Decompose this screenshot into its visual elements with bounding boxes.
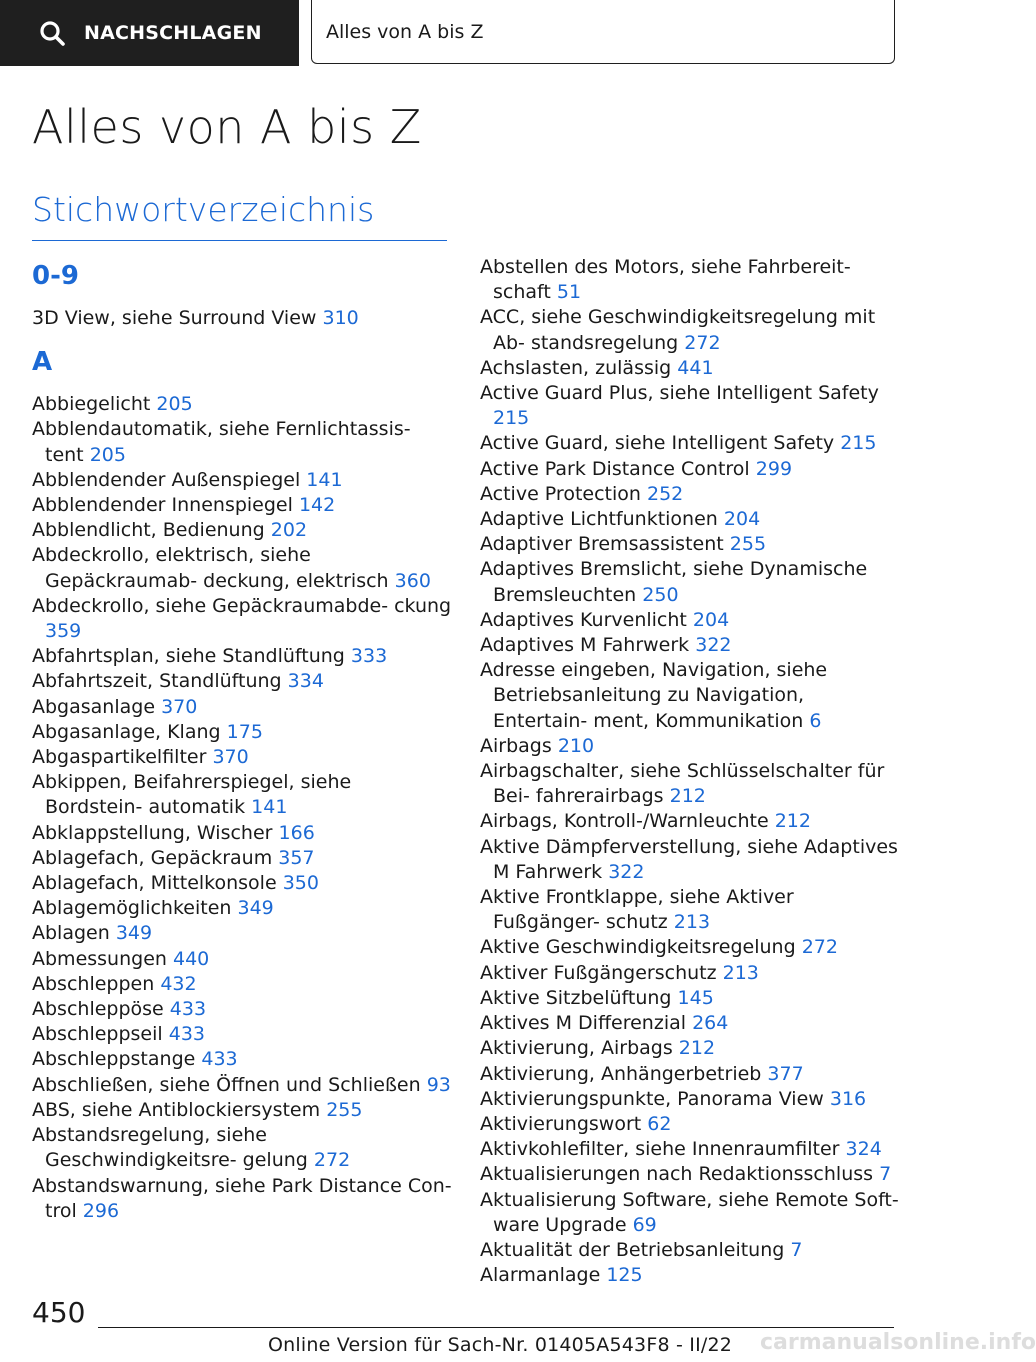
index-entry <box>480 1011 900 1036</box>
index-entry-text: Aktivierungswort <box>480 1112 642 1135</box>
index-entry-text: Abgaspartikelfilter <box>32 746 207 769</box>
index-entry-text: Adaptive Lichtfunktionen <box>480 508 718 531</box>
section-heading-a: A <box>32 347 53 378</box>
index-entry-page-link[interactable]: 141 <box>306 468 343 491</box>
index-entry-page-link[interactable]: 324 <box>845 1138 882 1161</box>
index-entry-text: Abmessungen <box>32 947 167 970</box>
index-entry-page-link[interactable]: 175 <box>226 720 263 743</box>
index-entry-page-link[interactable]: 255 <box>326 1098 363 1121</box>
index-entry <box>32 972 452 997</box>
index-entry-text: Ablagemöglichkeiten <box>32 897 232 920</box>
index-entry <box>32 306 452 331</box>
footer-divider <box>98 1327 894 1328</box>
index-entry <box>480 835 900 885</box>
index-entry-text: Abfahrtszeit, Standlüftung <box>32 670 282 693</box>
index-entry <box>480 255 900 305</box>
index-entry-text: Aktivierung, Airbags <box>480 1037 673 1060</box>
index-entry-page-link[interactable]: 255 <box>729 533 767 556</box>
index-entry-text: Active Protection <box>480 482 641 505</box>
index-entry <box>480 381 900 431</box>
index-entry <box>32 720 452 745</box>
index-entry <box>480 356 900 381</box>
index-entry-text: Aktive Dämpferverstellung, siehe Adaptives M Fahrwerk <box>480 835 898 883</box>
index-entry <box>32 821 452 846</box>
index-entry-page-link[interactable]: 202 <box>270 519 308 542</box>
index-entry <box>32 921 452 946</box>
index-entry-page-link[interactable]: 322 <box>695 634 732 657</box>
index-entry <box>480 885 900 935</box>
index-entry-page-link[interactable]: 433 <box>201 1048 238 1071</box>
index-column-right <box>480 255 900 1288</box>
index-entry-page-link[interactable]: 212 <box>678 1037 716 1060</box>
watermark-logo: carmanualsonline.info <box>760 1330 1036 1355</box>
index-entry <box>32 1123 452 1173</box>
index-entry <box>32 846 452 871</box>
index-entry-text: Aktive Sitzbelüftung <box>480 986 672 1009</box>
index-entry-page-link[interactable]: 62 <box>647 1112 672 1135</box>
index-entry <box>480 1036 900 1061</box>
index-entry-text: Aktivierungspunkte, Panorama View <box>480 1087 824 1110</box>
index-entry-text: Abbiegelicht <box>32 393 151 416</box>
index-entry-text: Airbags, Kontroll-/Warnleuchte <box>480 810 769 833</box>
index-entry <box>32 493 452 518</box>
index-entry-text: Abblendautomatik, siehe Fernlichtassis- tent <box>32 418 411 466</box>
index-entry <box>32 543 452 593</box>
index-entry <box>480 809 900 834</box>
index-entry-text: Active Park Distance Control <box>480 457 750 480</box>
index-entry-text: Ablagen <box>32 922 110 945</box>
index-entry-text: Aktive Geschwindigkeitsregelung <box>480 936 796 959</box>
entry-list-right <box>480 255 900 1288</box>
index-entry <box>480 1188 900 1238</box>
index-entry <box>32 1174 452 1224</box>
index-entry-text: Abschleppseil <box>32 1023 163 1046</box>
index-entry <box>32 1047 452 1072</box>
index-entry-page-link[interactable]: 250 <box>642 583 679 606</box>
index-entry-page-link[interactable]: 349 <box>115 922 153 945</box>
index-entry-text: Airbagschalter, siehe Schlüsselschalter für Bei- fahrerairbags <box>480 760 885 808</box>
index-entry-text: Abschleppöse <box>32 998 164 1021</box>
index-entry-page-link[interactable]: 370 <box>161 695 198 718</box>
index-entry-page-link[interactable]: 359 <box>45 620 82 643</box>
index-entry-text: Adresse eingeben, Navigation, siehe Betriebsanleitung zu Navigation, Entertain- ment, Kommunikation <box>480 659 828 732</box>
index-entry <box>32 1073 452 1098</box>
index-entry-page-link[interactable]: 316 <box>829 1087 867 1110</box>
index-entry-text: Abdeckrollo, siehe Gepäckraumabde- ckung <box>32 594 452 617</box>
index-entry-page-link[interactable]: 212 <box>669 785 706 808</box>
index-entry-page-link[interactable]: 370 <box>212 746 249 769</box>
index-entry-page-link[interactable]: 204 <box>692 608 730 631</box>
index-entry-page-link[interactable]: 360 <box>394 569 431 592</box>
index-entry <box>480 305 900 355</box>
index-entry <box>32 871 452 896</box>
index-entry-text: Abschleppen <box>32 972 155 995</box>
index-entry-page-link[interactable]: 142 <box>298 494 336 517</box>
index-entry-page-link[interactable]: 213 <box>722 961 759 984</box>
index-entry-text: 3D View, siehe Surround View <box>32 307 317 329</box>
index-entry-text: Abblendender Außenspiegel <box>32 468 301 491</box>
tab-alles-von-a-bis-z[interactable] <box>311 0 895 64</box>
index-entry-page-link[interactable]: 272 <box>684 331 721 354</box>
index-entry-page-link[interactable]: 264 <box>692 1012 729 1035</box>
index-entry-page-link[interactable]: 213 <box>673 911 711 934</box>
index-entry-text: Aktives M Differenzial <box>480 1012 687 1035</box>
index-entry-page-link[interactable]: 204 <box>723 508 761 531</box>
index-entry <box>480 608 900 633</box>
index-entry-page-link[interactable]: 215 <box>493 407 530 430</box>
index-entry-text: Abfahrtsplan, siehe Standlüftung <box>32 645 345 668</box>
index-entry <box>480 1238 900 1263</box>
index-entry-page-link[interactable]: 334 <box>287 670 324 693</box>
index-entry-page-link[interactable]: 296 <box>82 1199 120 1222</box>
index-entry-page-link[interactable]: 350 <box>282 872 319 895</box>
entry-list-0-9 <box>32 306 452 331</box>
index-entry-page-link[interactable]: 145 <box>677 986 714 1009</box>
index-entry <box>480 935 900 960</box>
index-entry-text: Ablagefach, Gepäckraum <box>32 846 273 869</box>
index-entry-text: Aktualisierung Software, siehe Remote Soft- ware Upgrade <box>480 1188 899 1236</box>
index-entry-page-link[interactable]: 432 <box>160 972 197 995</box>
search-tab-label: NACHSCHLAGEN <box>84 22 262 44</box>
index-entry-page-link[interactable]: 333 <box>350 645 388 668</box>
index-entry <box>32 896 452 921</box>
index-entry-page-link[interactable]: 433 <box>169 998 207 1021</box>
index-entry <box>32 468 452 493</box>
index-entry-text: Abkippen, Beifahrerspiegel, siehe Bordstein- automatik <box>32 771 352 819</box>
index-entry-page-link[interactable]: 441 <box>677 356 714 379</box>
index-entry-page-link[interactable]: 377 <box>767 1062 804 1085</box>
index-entry <box>480 507 900 532</box>
index-entry-page-link[interactable]: 7 <box>790 1238 803 1261</box>
index-entry <box>32 695 452 720</box>
index-entry-page-link[interactable]: 141 <box>251 796 288 819</box>
index-entry-text: Abklappstellung, Wischer <box>32 821 273 844</box>
index-entry-text: Abblendender Innenspiegel <box>32 494 293 517</box>
index-entry <box>480 532 900 557</box>
index-entry <box>480 759 900 809</box>
index-entry-text: Active Guard, siehe Intelligent Safety <box>480 432 835 455</box>
index-entry-text: Adaptives M Fahrwerk <box>480 634 690 657</box>
index-entry-text: Abdeckrollo, elektrisch, siehe Gepäckraumab- deckung, elektrisch <box>32 544 389 592</box>
index-entry <box>32 745 452 770</box>
index-entry <box>480 986 900 1011</box>
index-entry <box>32 997 452 1022</box>
index-entry-text: Abgasanlage <box>32 695 156 718</box>
index-entry-text: Aktualisierungen nach Redaktionsschluss <box>480 1163 874 1186</box>
index-entry-page-link[interactable]: 125 <box>606 1264 643 1287</box>
index-entry <box>480 1263 900 1288</box>
search-tab[interactable] <box>0 0 299 66</box>
index-entry-page-link[interactable]: 93 <box>426 1073 451 1096</box>
index-entry-text: Adaptiver Bremsassistent <box>480 533 724 556</box>
index-entry-text: Abstandsregelung, siehe Geschwindigkeitsre- gelung <box>32 1124 308 1172</box>
index-entry-page-link[interactable]: 357 <box>278 846 315 869</box>
index-entry-page-link[interactable]: 310 <box>322 307 359 329</box>
index-entry-text: Active Guard Plus, siehe Intelligent Safety <box>480 382 879 405</box>
index-entry <box>480 1112 900 1137</box>
index-entry-text: Alarmanlage <box>480 1264 601 1287</box>
index-entry-text: Abstandswarnung, siehe Park Distance Con- trol <box>32 1174 452 1222</box>
index-entry-page-link[interactable]: 440 <box>172 947 210 970</box>
index-entry-text: Aktivierung, Anhängerbetrieb <box>480 1062 762 1085</box>
index-entry-text: ABS, siehe Antiblockiersystem <box>32 1098 321 1121</box>
index-entry-page-link[interactable]: 215 <box>840 432 877 455</box>
index-entry-page-link[interactable]: 433 <box>168 1023 205 1046</box>
index-entry <box>480 482 900 507</box>
index-entry-page-link[interactable]: 252 <box>646 482 684 505</box>
index-column-left <box>32 255 452 1224</box>
page-number: 450 <box>32 1296 86 1329</box>
page-title: Alles von A bis Z <box>32 100 422 154</box>
index-entry <box>480 633 900 658</box>
top-navigation <box>0 0 960 66</box>
index-entry <box>32 1022 452 1047</box>
index-entry <box>480 557 900 607</box>
entry-list-a <box>32 392 452 1224</box>
index-entry-text: Abgasanlage, Klang <box>32 720 221 743</box>
index-entry <box>480 457 900 482</box>
section-heading-0-9: 0-9 <box>32 261 79 291</box>
index-entry-page-link[interactable]: 205 <box>89 443 126 466</box>
index-entry <box>480 1137 900 1162</box>
index-entry <box>32 947 452 972</box>
index-entry-text: Abschleppstange <box>32 1048 196 1071</box>
index-entry-text: Ablagefach, Mittelkonsole <box>32 872 277 895</box>
search-icon <box>38 19 66 47</box>
index-entry <box>32 594 452 644</box>
index-entry-text: ACC, siehe Geschwindigkeitsregelung mit Ab- standsregelung <box>480 306 876 354</box>
index-entry-page-link[interactable]: 51 <box>556 281 582 304</box>
index-entry-text: Achslasten, zulässig <box>480 356 672 379</box>
index-entry-page-link[interactable]: 299 <box>755 457 793 480</box>
index-entry-page-link[interactable]: 272 <box>313 1149 351 1172</box>
index-entry-page-link[interactable]: 166 <box>278 821 315 844</box>
subtitle-underline <box>32 240 447 241</box>
footer-online-version: Online Version für Sach-Nr. 01405A543F8 - II/22 <box>268 1334 733 1356</box>
index-entry <box>32 1098 452 1123</box>
index-entry <box>32 392 452 417</box>
index-entry-text: Abblendlicht, Bedienung <box>32 519 265 542</box>
index-entry <box>480 1162 900 1187</box>
index-entry-text: Abstellen des Motors, siehe Fahrbereit- schaft <box>480 256 851 304</box>
index-entry <box>480 658 900 734</box>
index-entry-page-link[interactable]: 322 <box>608 860 645 883</box>
current-tab-label: Alles von A bis Z <box>326 20 484 43</box>
index-entry-text: Adaptives Kurvenlicht <box>480 608 687 631</box>
index-entry-text: Airbags <box>480 734 552 757</box>
index-entry <box>480 961 900 986</box>
index-entry-page-link[interactable]: 212 <box>774 810 811 833</box>
index-entry <box>480 1062 900 1087</box>
index-entry-page-link[interactable]: 205 <box>156 393 193 416</box>
index-entry-page-link[interactable]: 6 <box>809 709 822 732</box>
index-entry-page-link[interactable]: 69 <box>632 1213 657 1236</box>
index-entry <box>480 1087 900 1112</box>
index-entry <box>32 770 452 820</box>
index-entry-page-link[interactable]: 7 <box>879 1163 892 1186</box>
index-entry <box>480 431 900 456</box>
index-entry-text: Abschließen, siehe Öffnen und Schließen <box>32 1073 421 1096</box>
index-entry <box>32 669 452 694</box>
page-subtitle: Stichwortverzeichnis <box>32 190 375 229</box>
index-entry-text: Adaptives Bremslicht, siehe Dynamische Bremsleuchten <box>480 558 868 606</box>
index-entry-text: Aktive Frontklappe, siehe Aktiver Fußgänger- schutz <box>480 886 794 934</box>
index-entry <box>32 518 452 543</box>
index-entry <box>32 644 452 669</box>
index-entry-page-link[interactable]: 349 <box>237 897 274 920</box>
index-entry <box>32 417 452 467</box>
index-entry-text: Aktivkohlefilter, siehe Innenraumfilter <box>480 1138 840 1161</box>
index-entry-page-link[interactable]: 272 <box>801 936 838 959</box>
index-entry-page-link[interactable]: 210 <box>557 734 595 757</box>
index-entry-text: Aktualität der Betriebsanleitung <box>480 1238 785 1261</box>
index-entry <box>480 734 900 759</box>
index-entry-text: Aktiver Fußgängerschutz <box>480 961 717 984</box>
